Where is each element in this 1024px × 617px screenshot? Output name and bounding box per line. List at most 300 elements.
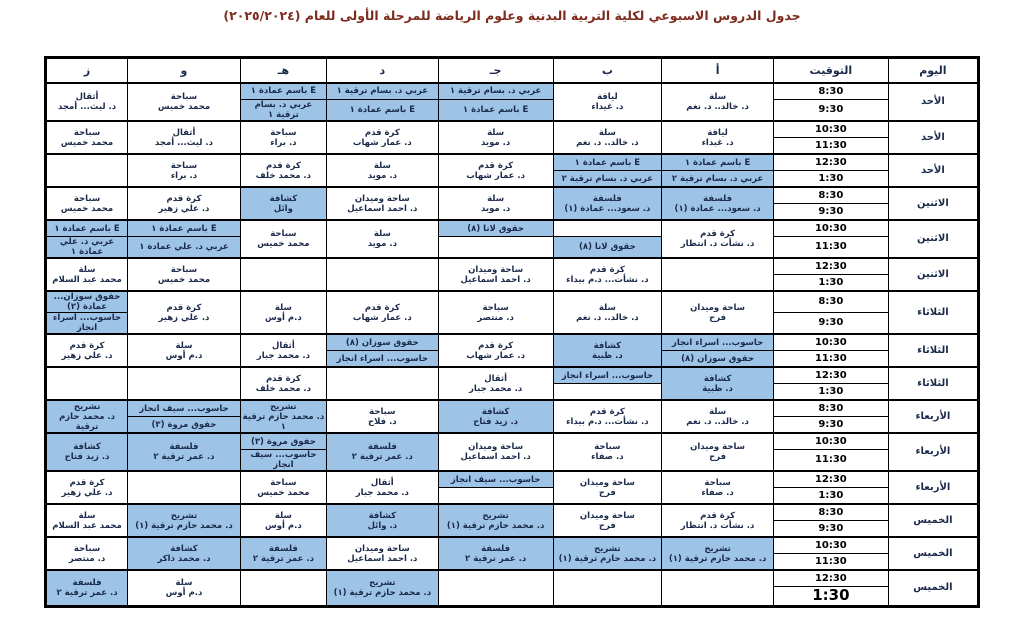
teacher-name: د.م أوس <box>165 350 203 361</box>
teacher-name: د. محمد حازم ترقية ١ <box>242 411 325 432</box>
teacher-name: د. ليث... أمجد <box>58 102 117 113</box>
teacher-name: محمد خميس <box>257 487 310 498</box>
subject-name: سلة <box>175 340 193 351</box>
subject-name: كرة قدم <box>589 264 625 275</box>
teacher-name: محمد خميس <box>60 137 114 148</box>
subject-name: سلة <box>175 577 193 588</box>
subject-cell: حقوق لانا (٨) <box>438 220 553 237</box>
subject-cell <box>240 400 326 433</box>
subject-name: كشافة <box>170 543 198 554</box>
teacher-name: د. محمد جبار <box>256 350 310 361</box>
teacher-name: د. عمار شهاب <box>352 137 412 148</box>
day-label: الأحد <box>888 154 978 187</box>
subject-name: ساحة وميدان <box>690 442 746 453</box>
day-label: الخميس <box>888 537 978 570</box>
subject-cell <box>438 291 553 334</box>
subject-cell <box>553 334 662 367</box>
subject-cell: E باسم عمادة ١ <box>662 154 774 171</box>
day-label: الثلاثاء <box>888 291 978 334</box>
subject-cell <box>240 121 326 154</box>
subject-cell: E باسم عمادة ١ <box>553 154 662 171</box>
header-group-h: هـ <box>240 58 326 84</box>
time-label: 10:30 <box>773 433 888 450</box>
header-time: التوقيت <box>773 58 888 84</box>
time-label: 8:30 <box>773 291 888 313</box>
subject-name: كرة قدم <box>69 477 105 488</box>
teacher-name: د.م أوس <box>265 520 302 531</box>
subject-cell <box>662 291 774 334</box>
subject-name: فلسفة <box>268 543 298 554</box>
header-day: اليوم <box>888 58 978 84</box>
subject-cell <box>326 154 438 187</box>
teacher-name: د. منتصر <box>68 553 106 564</box>
subject-cell <box>662 83 774 121</box>
time-label: 9:30 <box>773 417 888 434</box>
subject-name: لياقة <box>707 127 728 138</box>
empty-cell <box>46 367 128 400</box>
schedule-row <box>46 83 979 100</box>
subject-cell <box>662 121 774 154</box>
subject-cell: عربي د. بسام ترقية ١ <box>326 83 438 100</box>
subject-name: كشافة <box>73 442 101 453</box>
subject-name: كرة قدم <box>478 160 514 171</box>
teacher-name: د. علي زهير <box>61 350 113 361</box>
time-label: 12:30 <box>773 570 888 587</box>
subject-name: ساحة وميدان <box>579 510 635 521</box>
teacher-name: د. نشأت د. انتظار <box>680 239 755 250</box>
subject-cell: حاسوب... اسراء انجاز <box>662 334 774 351</box>
teacher-name: د. محمد جبار <box>469 383 523 394</box>
header-row <box>46 58 979 84</box>
teacher-name: د. محمد ذاكر <box>157 553 211 564</box>
teacher-name: د. محمد جبار <box>355 487 409 498</box>
subject-name: سلة <box>709 92 727 102</box>
subject-cell <box>438 334 553 367</box>
subject-cell <box>662 400 774 433</box>
subject-cell: حاسوب... سيف انجاز <box>240 450 326 472</box>
subject-cell <box>553 471 662 504</box>
subject-name: سلة <box>487 127 505 138</box>
subject-name: فلسفة <box>481 543 511 554</box>
subject-cell: حاسوب... اسراء انجاز <box>553 367 662 384</box>
teacher-name: د. عمار شهاب <box>352 312 412 323</box>
time-label: 12:30 <box>773 367 888 384</box>
time-label: 9:30 <box>773 313 888 335</box>
teacher-name: محمد خميس <box>157 274 211 285</box>
subject-cell <box>553 291 662 334</box>
subject-name: كرة قدم <box>69 340 105 351</box>
schedule-row <box>46 237 979 259</box>
subject-cell <box>553 258 662 291</box>
subject-cell <box>553 187 662 220</box>
teacher-name: د. غيداء <box>701 137 734 148</box>
empty-cell <box>438 488 553 505</box>
subject-cell <box>553 121 662 154</box>
subject-name: أثقال <box>75 92 99 102</box>
teacher-name: فرح <box>709 452 727 463</box>
subject-name: سباحة <box>73 127 101 138</box>
subject-cell <box>46 504 128 537</box>
empty-cell <box>326 367 438 400</box>
empty-cell <box>662 258 774 291</box>
subject-cell: حاسوب... سيف انجاز <box>128 400 241 417</box>
subject-name: أثقال <box>272 340 295 351</box>
subject-cell <box>240 291 326 334</box>
subject-name: كشافة <box>703 373 732 384</box>
header-group-b: ب <box>553 58 662 84</box>
subject-cell <box>240 537 326 570</box>
teacher-name: د. ظبية <box>702 383 733 394</box>
subject-cell <box>240 154 326 187</box>
subject-name: سلة <box>274 510 292 521</box>
time-label: 11:30 <box>773 351 888 368</box>
subject-cell: عربي د. بسام ترقية ١ <box>438 83 553 100</box>
subject-cell <box>240 367 326 400</box>
time-label: 8:30 <box>773 400 888 417</box>
teacher-name: د. عمر ترقية ٢ <box>56 588 118 598</box>
subject-cell <box>438 187 553 220</box>
empty-cell <box>240 258 326 291</box>
day-label: الأحد <box>888 121 978 154</box>
header-group-d: د <box>326 58 438 84</box>
subject-cell <box>128 187 241 220</box>
subject-name: كشافة <box>593 340 622 351</box>
time-label: 1:30 <box>773 488 888 505</box>
subject-name: ساحة وميدان <box>468 442 524 453</box>
subject-cell <box>46 334 128 367</box>
subject-cell: E باسم عمادة ١ <box>438 100 553 122</box>
subject-name: ساحة وميدان <box>354 543 410 554</box>
subject-cell <box>46 400 128 433</box>
subject-cell <box>662 537 774 570</box>
time-label: 12:30 <box>773 471 888 488</box>
subject-name: تشريح <box>482 510 509 521</box>
subject-cell: عربي د. بسام ترقية ٢ <box>553 171 662 188</box>
subject-cell <box>128 334 241 367</box>
subject-cell <box>553 400 662 433</box>
teacher-name: د. براء <box>170 170 198 181</box>
subject-cell: E باسم عمادة ١ <box>240 83 326 100</box>
empty-cell <box>128 471 241 504</box>
teacher-name: د. محمد حازم ترقية (١) <box>668 553 767 564</box>
subject-name: سلة <box>709 406 727 417</box>
subject-cell: عربي د. بسام ترقية ١ <box>240 100 326 122</box>
teacher-name: د. ليث... أمجد <box>154 137 213 148</box>
subject-cell <box>128 570 241 606</box>
empty-cell <box>438 237 553 259</box>
schedule-row <box>46 154 979 171</box>
day-label: الأحد <box>888 83 978 121</box>
teacher-name: د. سعود... عمادة (١) <box>564 203 651 214</box>
subject-name: تشريح <box>73 401 101 412</box>
subject-name: فلسفة <box>72 577 102 588</box>
teacher-name: د. علي زهير <box>61 487 113 498</box>
empty-cell <box>240 570 326 606</box>
subject-cell: حقوق مروة (٣) <box>128 417 241 434</box>
subject-cell <box>240 220 326 258</box>
time-label: 10:30 <box>773 220 888 237</box>
teacher-name: د. عمر ترقية ٢ <box>153 452 215 463</box>
subject-name: سلة <box>78 264 96 275</box>
time-label: 11:30 <box>773 138 888 155</box>
time-label: 11:30 <box>773 450 888 472</box>
subject-cell <box>662 187 774 220</box>
teacher-name: د. خالد.. د. نغم <box>686 102 749 113</box>
subject-cell <box>128 258 241 291</box>
subject-name: سلة <box>598 302 616 313</box>
subject-cell <box>438 504 553 537</box>
teacher-name: د. مويد <box>367 170 397 181</box>
subject-cell <box>438 258 553 291</box>
subject-name: ساحة وميدان <box>579 477 635 488</box>
subject-cell: E باسم عمادة ١ <box>46 220 128 237</box>
subject-name: سلة <box>373 160 391 171</box>
subject-cell <box>553 504 662 537</box>
subject-cell: حقوق لانا (٨) <box>553 237 662 259</box>
time-label: 1:30 <box>773 587 888 607</box>
subject-cell <box>326 220 438 258</box>
header-group-a: أ <box>662 58 774 84</box>
subject-cell <box>438 367 553 400</box>
teacher-name: محمد خميس <box>157 102 211 113</box>
time-label: 8:30 <box>773 83 888 100</box>
subject-name: سباحة <box>482 302 509 313</box>
subject-cell <box>128 83 241 121</box>
teacher-name: د. وائل <box>367 520 398 531</box>
time-label: 9:30 <box>773 521 888 538</box>
subject-cell: E باسم عمادة ١ <box>128 220 241 237</box>
subject-cell: حقوق سوزان (٨) <box>326 334 438 351</box>
day-label: الخميس <box>888 504 978 537</box>
teacher-name: د. مويد <box>480 203 511 214</box>
time-label: 8:30 <box>773 504 888 521</box>
schedule-row <box>46 187 979 204</box>
schedule-row <box>46 433 979 450</box>
header-group-j: جـ <box>438 58 553 84</box>
subject-cell: حاسوب... سيف انجاز <box>438 471 553 488</box>
teacher-name: د. محمد حازم ترقية (١) <box>446 520 545 531</box>
subject-name: سباحة <box>594 442 621 453</box>
subject-name: تشريح <box>170 510 198 521</box>
subject-name: تشريح <box>369 577 396 588</box>
schedule-row <box>46 367 979 384</box>
subject-cell <box>553 537 662 570</box>
teacher-name: د. محمد حازم ترقية <box>59 411 116 432</box>
subject-cell: حاسوب... اسراء انجاز <box>326 351 438 368</box>
subject-name: سلة <box>373 229 391 240</box>
schedule-row <box>46 220 979 237</box>
subject-cell <box>326 291 438 334</box>
subject-cell <box>326 471 438 504</box>
subject-cell <box>438 537 553 570</box>
subject-cell <box>438 400 553 433</box>
subject-name: ساحة وميدان <box>468 264 524 275</box>
subject-name: سباحة <box>73 193 101 204</box>
subject-cell: عربي د. بسام ترقية ٢ <box>662 171 774 188</box>
empty-cell <box>553 220 662 237</box>
teacher-name: د. نشأت... د.م بيداء <box>566 274 649 285</box>
subject-cell <box>46 433 128 471</box>
day-label: الاثنين <box>888 258 978 291</box>
day-label: الاثنين <box>888 187 978 220</box>
subject-name: كشافة <box>269 193 298 204</box>
subject-cell <box>662 220 774 258</box>
subject-cell <box>240 187 326 220</box>
teacher-name: د. سعود... عمادة (١) <box>674 203 761 214</box>
subject-name: سباحة <box>270 477 297 488</box>
subject-name: أثقال <box>172 127 196 138</box>
teacher-name: د.م أوس <box>165 588 203 598</box>
schedule-row <box>46 537 979 554</box>
subject-name: سباحة <box>170 92 198 102</box>
teacher-name: د. محمد حازم ترقية (١) <box>333 588 432 598</box>
teacher-name: د. زيد فتاح <box>64 452 110 463</box>
subject-name: كرة قدم <box>589 406 625 417</box>
subject-name: سباحة <box>369 406 396 417</box>
subject-cell: E باسم عمادة ١ <box>326 100 438 122</box>
time-label: 8:30 <box>773 187 888 204</box>
teacher-name: د. خالد.. د. نغم <box>686 416 749 427</box>
subject-name: سلة <box>487 193 505 204</box>
schedule-row <box>46 291 979 313</box>
schedule-body <box>46 83 979 606</box>
time-label: 9:30 <box>773 204 888 221</box>
empty-cell <box>662 570 774 606</box>
time-label: 10:30 <box>773 121 888 138</box>
subject-name: فلسفة <box>592 193 622 204</box>
teacher-name: د. محمد خلف <box>255 383 312 394</box>
subject-cell <box>46 83 128 121</box>
teacher-name: محمد خميس <box>60 203 114 214</box>
teacher-name: د. عمار شهاب <box>466 350 526 361</box>
day-label: الأربعاء <box>888 471 978 504</box>
subject-cell <box>128 121 241 154</box>
schedule-row <box>46 570 979 587</box>
teacher-name: د. عمر ترقية ٢ <box>252 553 314 564</box>
teacher-name: د. احمد اسماعيل <box>347 553 418 564</box>
subject-cell <box>662 433 774 471</box>
time-label: 12:30 <box>773 154 888 171</box>
teacher-name: د. علي زهير <box>158 312 210 323</box>
time-label: 1:30 <box>773 384 888 401</box>
subject-name: تشريح <box>270 401 297 412</box>
subject-name: سباحة <box>270 127 297 138</box>
teacher-name: د. احمد اسماعيل <box>460 274 531 285</box>
teacher-name: د. علي زهير <box>158 203 210 214</box>
subject-cell: حقوق سوزان (٨) <box>662 351 774 368</box>
subject-cell <box>46 258 128 291</box>
subject-name: ساحة وميدان <box>690 302 746 313</box>
subject-cell <box>553 433 662 471</box>
teacher-name: د. زيد فتاح <box>473 416 519 427</box>
subject-name: سلة <box>598 127 616 138</box>
subject-name: فلسفة <box>703 193 733 204</box>
subject-cell <box>438 121 553 154</box>
subject-name: سباحة <box>170 160 198 171</box>
subject-name: سباحة <box>170 264 198 275</box>
subject-name: كرة قدم <box>364 302 400 313</box>
subject-name: كشافة <box>368 510 397 521</box>
subject-name: سلة <box>78 510 96 521</box>
header-group-w: و <box>128 58 241 84</box>
subject-name: كشافة <box>481 406 510 417</box>
teacher-name: د. غيداء <box>591 102 624 113</box>
subject-name: أثقال <box>370 477 394 488</box>
subject-cell: حقوق مروة (٣) <box>240 433 326 450</box>
subject-cell <box>326 570 438 606</box>
teacher-name: د. ظبية <box>592 350 623 361</box>
schedule-row <box>46 400 979 417</box>
teacher-name: د. احمد اسماعيل <box>460 452 531 463</box>
subject-cell <box>438 433 553 471</box>
subject-cell <box>128 504 241 537</box>
subject-cell <box>128 291 241 334</box>
teacher-name: د. صفاء <box>701 487 734 498</box>
empty-cell <box>46 154 128 187</box>
empty-cell <box>438 570 553 606</box>
teacher-name: وائل <box>273 203 293 214</box>
time-label: 11:30 <box>773 237 888 259</box>
subject-cell <box>128 433 241 471</box>
day-label: الأربعاء <box>888 433 978 471</box>
subject-cell <box>240 504 326 537</box>
teacher-name: د. عمر ترقية ٢ <box>465 553 527 564</box>
subject-cell <box>46 121 128 154</box>
time-label: 10:30 <box>773 537 888 554</box>
time-label: 10:30 <box>773 334 888 351</box>
empty-cell <box>553 570 662 606</box>
subject-cell <box>46 187 128 220</box>
subject-name: كرة قدم <box>700 510 736 521</box>
subject-cell <box>326 504 438 537</box>
teacher-name: د. عمر ترقية ٢ <box>351 452 413 463</box>
subject-cell <box>662 471 774 504</box>
teacher-name: د. نشأت... د.م بيداء <box>566 416 649 427</box>
subject-cell <box>662 367 774 400</box>
subject-cell: عربي د. علي عمادة ١ <box>46 237 128 259</box>
subject-name: كرة قدم <box>166 302 202 313</box>
time-label: 1:30 <box>773 275 888 292</box>
subject-name: كرة قدم <box>166 193 202 204</box>
teacher-name: د. خالد.. د. نغم <box>576 312 639 323</box>
day-label: الأربعاء <box>888 400 978 433</box>
schedule-row <box>46 471 979 488</box>
teacher-name: د. عمار شهاب <box>466 170 526 181</box>
subject-name: سلة <box>274 302 292 313</box>
teacher-name: د. صفاء <box>591 452 624 463</box>
teacher-name: فرح <box>598 520 616 531</box>
day-label: الاثنين <box>888 220 978 258</box>
teacher-name: د. محمد خلف <box>255 170 312 181</box>
header-group-z: ز <box>46 58 128 84</box>
teacher-name: فرح <box>709 312 727 323</box>
subject-name: تشريح <box>704 543 731 554</box>
schedule-row <box>46 258 979 275</box>
subject-cell <box>326 433 438 471</box>
subject-cell <box>553 83 662 121</box>
subject-cell: حقوق سوزان... عمادة (٢) <box>46 291 128 313</box>
subject-cell <box>46 537 128 570</box>
subject-name: تشريح <box>594 543 621 554</box>
subject-cell <box>662 504 774 537</box>
empty-cell <box>128 367 241 400</box>
teacher-name: د. خالد.. د. نغم <box>576 137 639 148</box>
subject-name: سباحة <box>270 229 297 240</box>
schedule-table <box>44 56 980 608</box>
subject-name: كرة قدم <box>364 127 400 138</box>
subject-name: لياقة <box>597 92 618 102</box>
subject-name: ساحة وميدان <box>354 193 410 204</box>
